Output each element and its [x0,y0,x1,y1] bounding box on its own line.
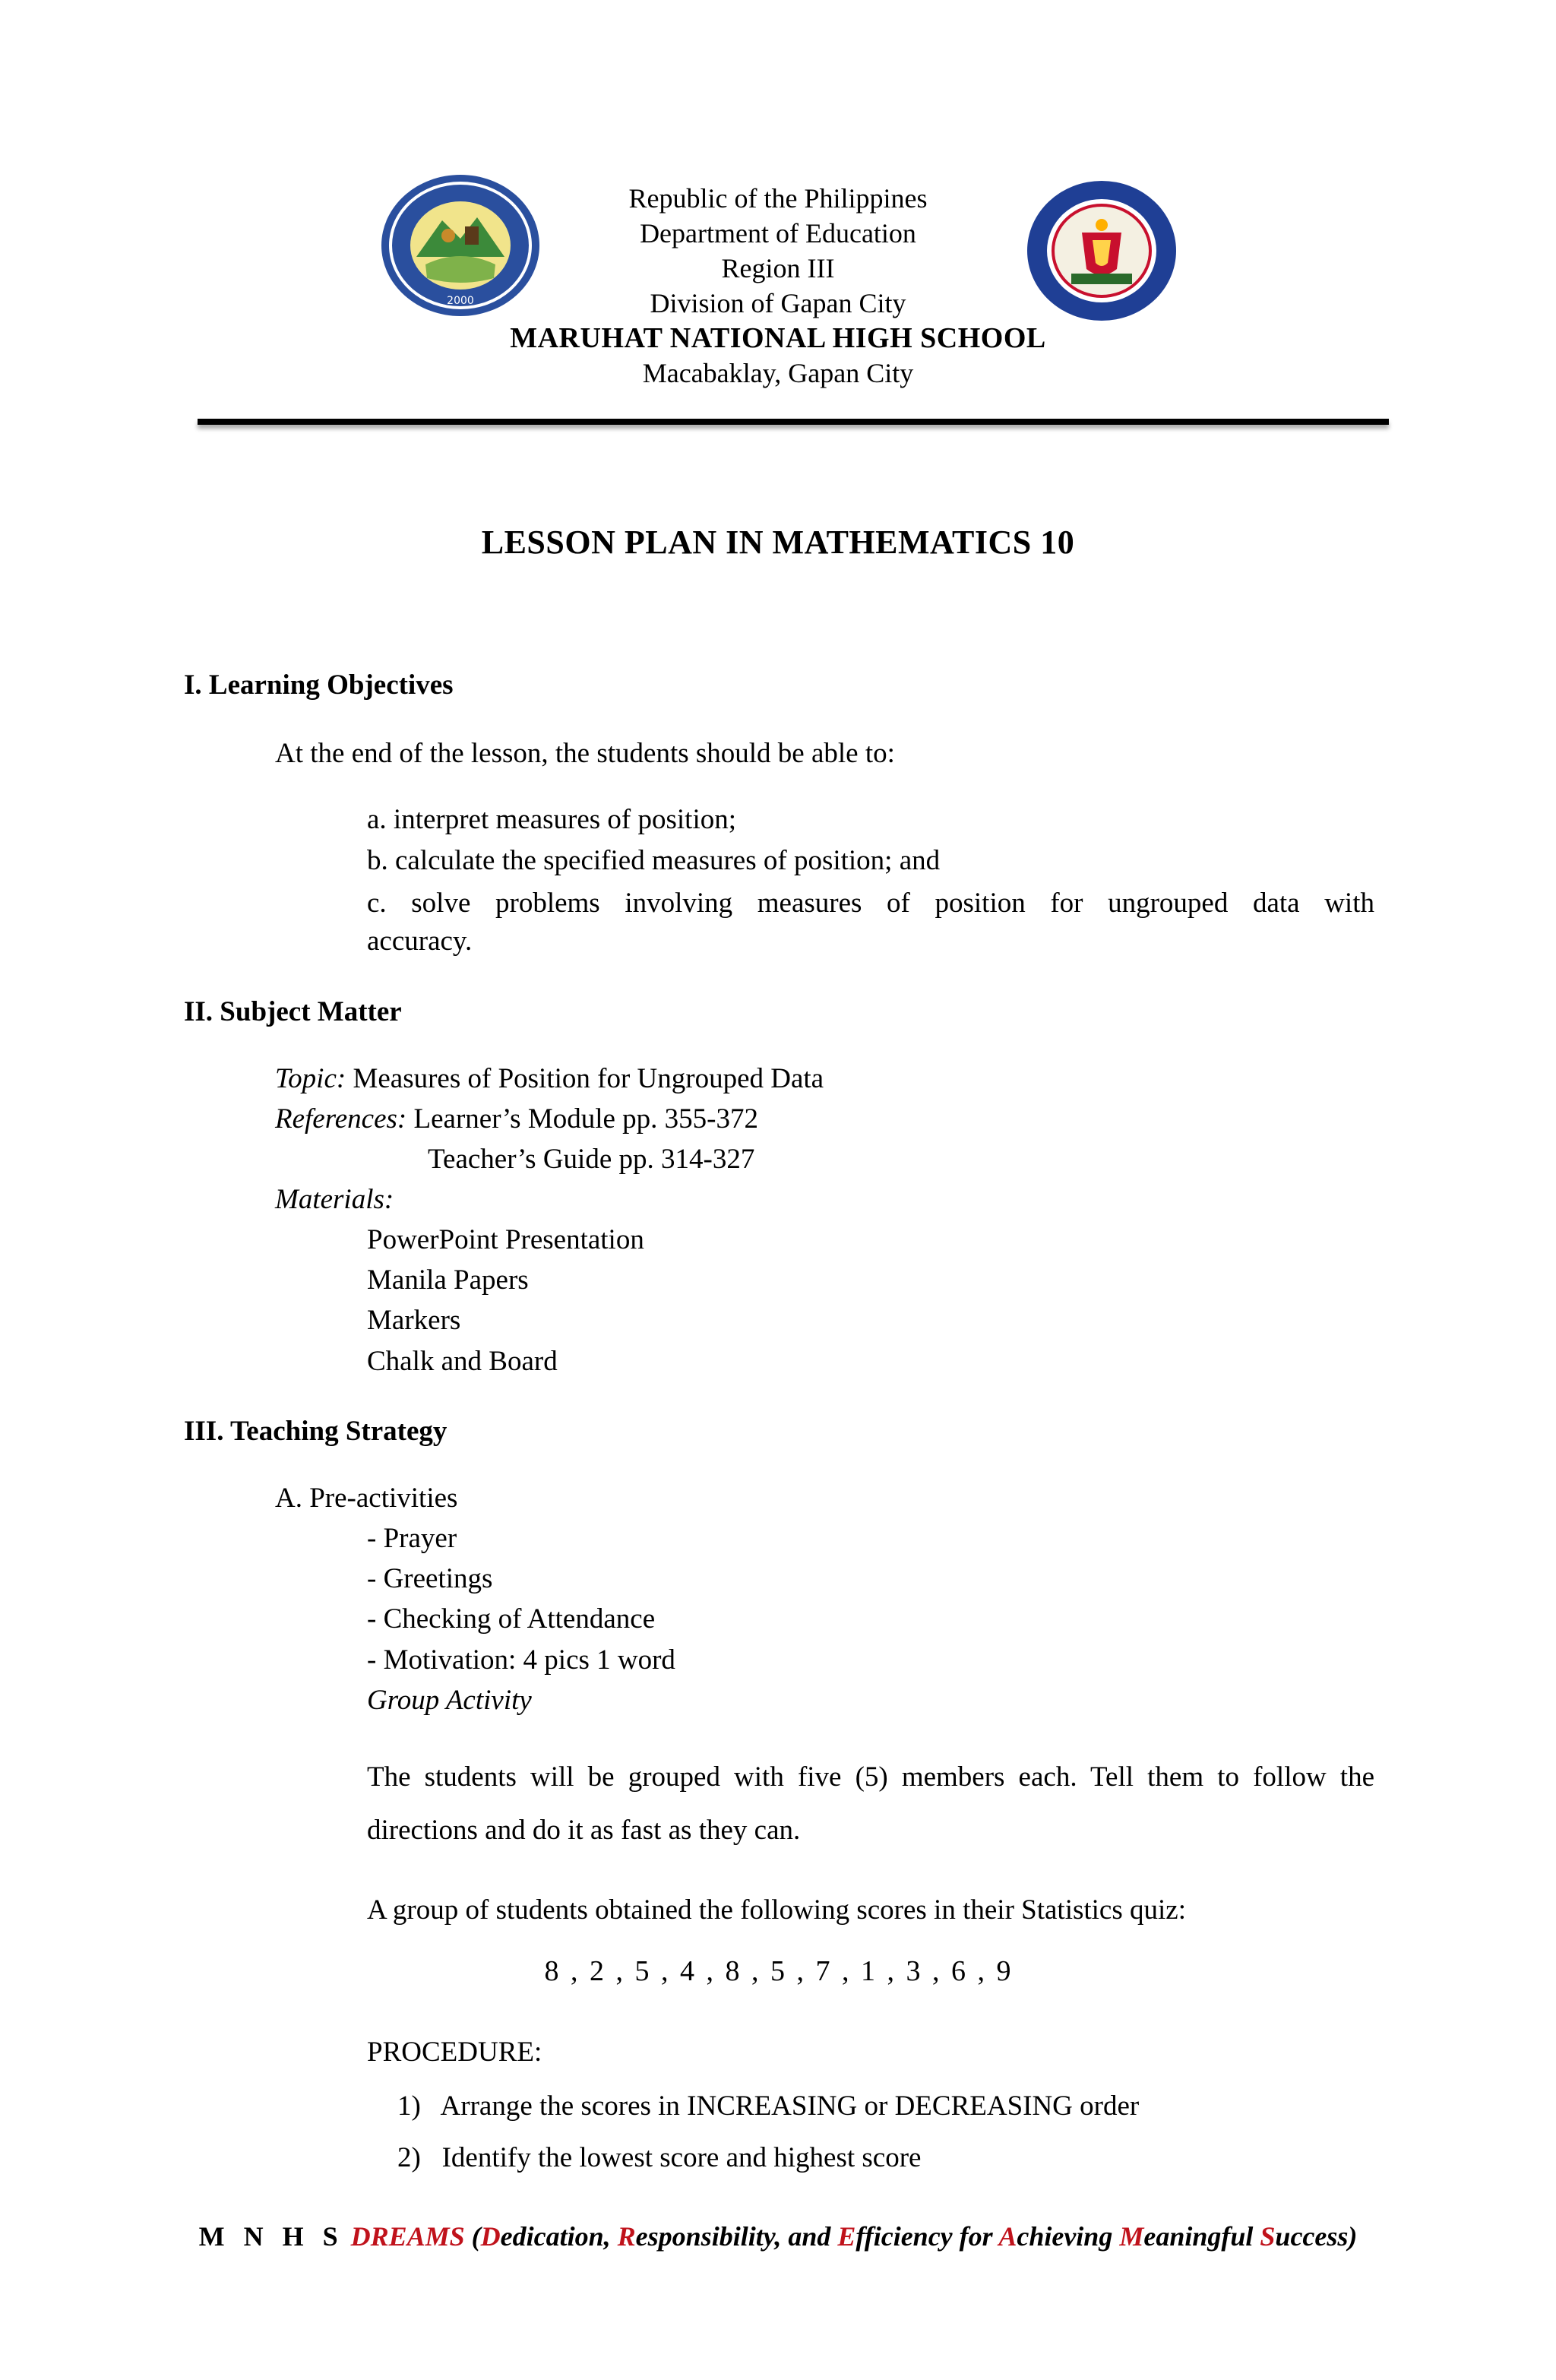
header-divider [198,419,1389,425]
objective-c-line1: c. solve problems involving measures of position for ungrouped data with [367,888,1374,919]
material-item: PowerPoint Presentation [367,1224,644,1255]
material-item: Markers [367,1305,461,1336]
scores-list: 8 , 2 , 5 , 4 , 8 , 5 , 7 , 1 , 3 , 6 , 9 [544,1955,1012,1987]
letterhead [0,181,1556,391]
motto-word: esponsibility, and [635,2221,838,2252]
reference-1: Learner’s Module pp. 355-372 [413,1103,758,1135]
section-heading-objectives: I. Learning Objectives [184,669,454,701]
procedure-step: 1) Arrange the scores in INCREASING or DECREASING order [397,2090,1140,2122]
pre-activity-item: - Greetings [367,1563,493,1594]
motto-word: uccess) [1275,2221,1358,2252]
motto-letter: S [1260,2221,1276,2252]
school-motto-footer [0,2220,1556,2252]
motto-letter: D [480,2221,501,2252]
group-activity-label: Group Activity [367,1685,532,1716]
references-line [275,1101,758,1138]
page-title: LESSON PLAN IN MATHEMATICS 10 [481,524,1075,561]
motto-letter: E [837,2221,856,2252]
motto-letter: A [998,2221,1017,2252]
letterhead-school-name: MARUHAT NATIONAL HIGH SCHOOL [510,322,1046,354]
material-item: Chalk and Board [367,1346,558,1377]
section-heading-teaching-strategy: III. Teaching Strategy [184,1416,448,1447]
letterhead-region: Region III [721,253,835,283]
motto-word: edication, [500,2221,618,2252]
letterhead-department: Department of Education [640,218,916,248]
procedure-label: PROCEDURE: [367,2037,542,2068]
svg-text:2000: 2000 [447,295,474,307]
materials-label: Materials: [275,1184,394,1215]
material-item: Manila Papers [367,1264,529,1296]
motto-word: eaningful [1143,2221,1260,2252]
topic-label: Topic: [275,1063,346,1094]
pre-activity-item: - Motivation: 4 pics 1 word [367,1644,675,1676]
objective-c-line2: accuracy. [367,926,473,957]
letterhead-division: Division of Gapan City [650,288,906,318]
section-heading-subject-matter: II. Subject Matter [184,996,402,1027]
topic-value: Measures of Position for Ungrouped Data [353,1063,824,1094]
letterhead-country: Republic of the Philippines [628,183,928,214]
objective-b: b. calculate the specified measures of position; and [367,845,941,876]
motto-letter: R [617,2221,636,2252]
pre-activity-item: - Prayer [367,1523,457,1554]
pre-activity-item: - Checking of Attendance [367,1603,656,1635]
scores-intro: A group of students obtained the following scores in their Statistics quiz: [367,1894,1186,1926]
topic-line [275,1061,824,1097]
group-instructions [367,1751,1374,1857]
motto-word: fficiency for [855,2221,999,2252]
procedure-step: 2) Identify the lowest score and highest score [397,2142,922,2173]
pre-activities-label: A. Pre-activities [275,1483,458,1514]
motto-word: chieving [1017,2221,1120,2252]
motto-dreams: DREAMS [350,2221,465,2252]
motto-paren: ( [464,2221,481,2252]
objectives-intro: At the end of the lesson, the students should be able to: [275,738,895,769]
motto-acronym: M N H S [198,2221,344,2252]
group-instructions-line1: The students will be grouped with five (5) members each. Tell them to follow the [367,1761,1374,1793]
reference-2: Teacher’s Guide pp. 314-327 [428,1144,755,1175]
objective-a: a. interpret measures of position; [367,804,737,835]
motto-letter: M [1119,2221,1144,2252]
references-label: References: [275,1103,407,1135]
group-instructions-line2: directions and do it as fast as they can. [367,1815,801,1846]
letterhead-address: Macabaklay, Gapan City [642,358,914,388]
